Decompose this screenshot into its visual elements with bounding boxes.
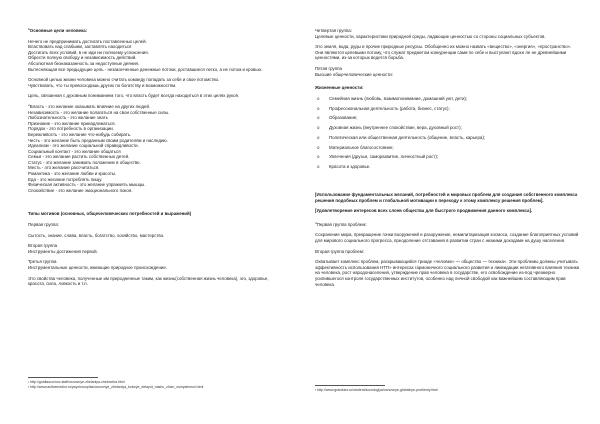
group-label: $^3$Первая группа проблем: bbox=[315, 221, 367, 227]
footnote: ¹ http://goldlaocu/noc-stati/osnovnye-zhelaniya-cheloveka.html bbox=[28, 380, 125, 384]
list-item: o Увлечения (друзья, саморазвитие, личностный рост); bbox=[317, 154, 439, 160]
bullet-icon: o bbox=[317, 105, 320, 111]
footnote: ³ http://www.grandars.ru/student/sociologiya/osnovnye-globalnye-problemy.html bbox=[315, 388, 438, 392]
desire-line: Месть - это желание рассчитаться. bbox=[28, 165, 100, 171]
group-label: Пятая группа bbox=[315, 65, 342, 71]
desire-line: Независимость - это желание полагаться на свои собственные силы. bbox=[28, 109, 170, 115]
footnotes bbox=[315, 388, 438, 393]
group-text: Целевые ценности, характеристики природной среды, ладающие ценностью со стороны социальных субъектов. bbox=[315, 33, 546, 39]
left-column bbox=[28, 28, 280, 287]
motive-types-heading: Типы мотивов (основных, общечеловеческих потребностей и выражений) bbox=[28, 211, 192, 217]
desire-line: Семья - это желание растить собственных детей. bbox=[28, 154, 130, 160]
footnote-divider bbox=[28, 377, 98, 378]
bullet-icon: o bbox=[317, 144, 320, 150]
goal-line: Вытесняющая все предыдущие цель - незаконченные денежные потоки, доставшиеся легко, а не потом и кровью. bbox=[28, 66, 263, 72]
desire-line: Социальный контакт - это желание общаться bbox=[28, 148, 121, 154]
bullet-icon: o bbox=[317, 134, 320, 140]
group-text: Инструменты достижения первой. bbox=[28, 248, 98, 254]
desires-intro: $^2$Власть - это желание оказывать влияние на других людей. bbox=[28, 103, 151, 109]
goals-heading: $^1$Основные цели человека: bbox=[28, 28, 88, 33]
bullet-icon: o bbox=[317, 125, 320, 131]
bullet-icon: o bbox=[317, 154, 320, 160]
list-item: o Образование; bbox=[317, 115, 358, 121]
goal-line: Обрести полную свободу и независимость действий. bbox=[28, 55, 137, 61]
paragraph: Это земля, вода, руды и прочие природные ресурсы. Обобщенно их можно назвать «вещество», «энергия», «пространство». Они являются целевыми потому, что служат предметом конкуренции сами по себе и выступают вдохн ле не древнейшими ценностями, из-за которых ведется борьба. bbox=[315, 44, 572, 61]
list-item: o Профессиональная деятельность (работа, бизнес, статус); bbox=[317, 105, 450, 111]
paragraph: Это свойства человека, полученные им природненные таким, как жизнь(собственная жизнь человека), эго, здоровье, красота, сила, ловкость и т.п. bbox=[28, 275, 269, 287]
footnote-ref: 1 bbox=[28, 28, 30, 31]
desire-line: Любознательность - это желание знать bbox=[28, 115, 108, 121]
list-item: o Семейная жизнь (любовь, взаимопонимание, домашний уют, дети); bbox=[317, 95, 468, 101]
goals-list bbox=[28, 39, 280, 73]
goal-line: Нечего не предпринимать достигать поставленных целей. bbox=[28, 38, 147, 44]
group-label: Вторая группа bbox=[28, 243, 58, 249]
desire-line: Бережливость - это желание что-нибудь собирать. bbox=[28, 131, 132, 137]
group-label: Первая группа: bbox=[28, 222, 59, 228]
paragraph: Сохранение мира, прекращение гонки вооружений и разоружение, немилитаризация космоса, создание благоприятных условий для мирового социального прогресса, преодоление отставания в развитии стран с низкими доходами на душу населения. bbox=[315, 232, 579, 243]
group-label: Вторая группа проблем: bbox=[315, 248, 365, 254]
list-item: o Красота и здоровье. bbox=[317, 164, 371, 170]
group-text: Инструментальные ценности, имеющие природное происхождение. bbox=[28, 265, 168, 270]
goal-line: Абсолютная безнаказанность за недоступные деяния. bbox=[28, 60, 140, 66]
group-text: Сытость, знание, слава, власть, богатство, хозяйство, мастерство. bbox=[28, 232, 165, 238]
desire-line: Признание - это желание принадлежаться. bbox=[28, 120, 116, 126]
paragraph: Чувствовать, что ты превосходишь других по богатству и возможностям. bbox=[28, 82, 177, 88]
right-column bbox=[315, 28, 580, 287]
goal-line: Достигать всех условий, в не иди ни полноему успокоения. bbox=[28, 49, 149, 55]
desire-line: Идеализм - это желание социальной справедливости. bbox=[28, 143, 139, 149]
paragraph: Охватывает комплекс проблем, раскрывающийся триаде «человек» — общество — техника». Эти проблемы должны учитывать эффективность использования НТП» интересах гармоничного социального развития и ликвидации негативного влияния техники на человека, рост народонаселения, утверждение прав человека в государстве, его освобождение из-под чрезмерно усилившегося контроля государственных институтов, особенно над личной свободой как важнейшим составляющим прав человека. bbox=[315, 259, 580, 287]
values-heading: Жизненные ценности: bbox=[315, 85, 364, 91]
goal-line: Властвовать над слабыми, заставлять находиться bbox=[28, 44, 132, 50]
group-label: Четвертая группа: bbox=[315, 28, 352, 33]
desires-list bbox=[28, 110, 280, 194]
list-item: o Духовная жизнь (внутреннее спокойствие, вера, духовный рост); bbox=[317, 125, 462, 131]
footnote-divider bbox=[315, 385, 385, 386]
list-item: o Политическая или общественная деятельность (общение, власть, карьера); bbox=[317, 134, 486, 140]
right-page bbox=[300, 0, 600, 424]
bullet-icon: o bbox=[317, 115, 320, 121]
footnote-ref: 3 bbox=[315, 221, 317, 225]
bracket-note: [Удовлетворение интересов всех слоев общества для быстрого продвижения данного комплекса]. bbox=[315, 208, 533, 214]
list-item: o Материальное благосостояние; bbox=[317, 144, 394, 150]
group-label: Третья группа bbox=[28, 259, 57, 265]
desire-line: Честь - это желание быть преданным своим родителям и наследию. bbox=[28, 137, 168, 143]
desire-line: Физическая активность - это желание упражнять мышцы. bbox=[28, 182, 146, 188]
bullet-icon: o bbox=[317, 164, 320, 170]
footnotes bbox=[28, 380, 203, 389]
desire-line: Статус - это желание занимать положение в обществе. bbox=[28, 159, 141, 165]
bullet-icon: o bbox=[317, 95, 320, 101]
values-list bbox=[315, 96, 580, 170]
desire-line: Романтика - это желание любви и красоты. bbox=[28, 171, 117, 177]
footnote-ref: 2 bbox=[28, 103, 30, 107]
group-text: Высшие общечеловеческие ценности: bbox=[315, 71, 393, 77]
footnote: ² http://www.activemedior.ru/psychosophia/osnovnye_zhelaniya_kotorye_delayut_nashu_zhizn_osmyslennoi.html bbox=[28, 384, 204, 389]
bracket-note: [Использование фундаментальных желаний, потребностей и мировых проблем для создания собственного комплекса решения подобных проблем и глобальной мотивации к переходу к этому комплексу решения проблем]. bbox=[315, 192, 578, 203]
paragraph: Цель, связанная с духовным пониманием того, что власть будет всегда находиться в этих целях рукоя. bbox=[28, 93, 240, 99]
desire-line: Еда - это желание потреблять пищу. bbox=[28, 176, 103, 182]
desire-line: Спокойствие - это желание эмоционального покоя. bbox=[28, 187, 133, 193]
paragraph: Основной целью жизни человека можно считать команду попадать за себя и свое потомство. bbox=[28, 77, 220, 83]
desire-line: Порядок - это потребность в организации. bbox=[28, 126, 114, 132]
